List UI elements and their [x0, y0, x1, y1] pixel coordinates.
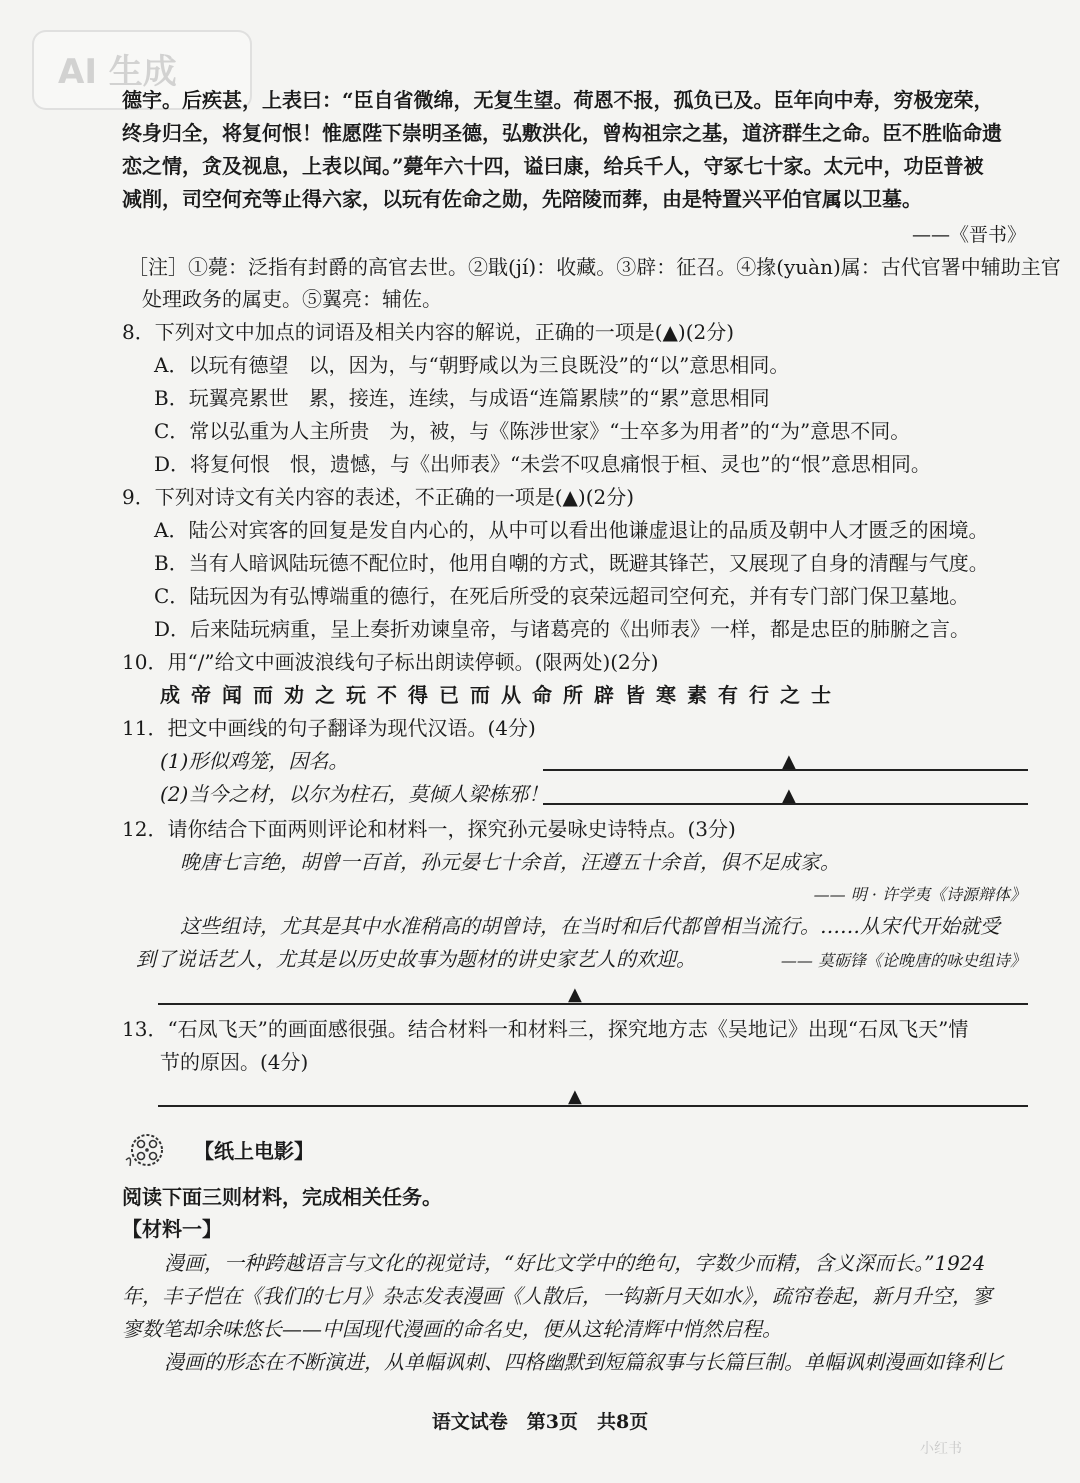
question-9-option: A．陆公对宾客的回复是发自内心的，从中可以看出他谦虚退让的品质及朝中人才匮乏的困境。 [154, 518, 989, 542]
answer-line[interactable] [158, 1003, 1028, 1005]
question-8-stem: 8．下列对文中加点的词语及相关内容的解说，正确的一项是(▲)(2分) [122, 320, 735, 344]
ai-generated-watermark: AI 生成 [32, 30, 252, 110]
question-8-option: A．以玩有德望 以，因为，与“朝野咸以为三良既没”的“以”意思相同。 [154, 353, 790, 377]
question-12-stem: 12．请你结合下面两则评论和材料一，探究孙元晏咏史诗特点。(3分) [122, 817, 736, 841]
answer-mark: ▲ [782, 751, 796, 772]
question-9-stem: 9．下列对诗文有关内容的表述，不正确的一项是(▲)(2分) [122, 485, 635, 509]
question-9-option: B．当有人暗讽陆玩德不配位时，他用自嘲的方式，既避其锋芒，又展现了自身的清醒与气度。 [154, 551, 989, 575]
question-12-quote: 到了说话艺人，尤其是以历史故事为题材的讲史家艺人的欢迎。 [136, 947, 696, 971]
section-title: 【纸上电影】 [194, 1139, 314, 1163]
question-11-item: (2)当今之材，以尔为柱石，莫倾人梁栋邪！ [160, 782, 549, 806]
question-12-quote: 这些组诗，尤其是其中水准稍高的胡曾诗，在当时和后代都曾相当流行。……从宋代开始就受 [180, 914, 1000, 938]
question-12-quote: 晚唐七言绝，胡曾一百首，孙元晏七十余首，汪遵五十余首，俱不足成家。 [180, 850, 840, 874]
material-line: 寥数笔却余味悠长——中国现代漫画的命名史，便从这轮清辉中悄然启程。 [122, 1317, 782, 1341]
question-9-option: C．陆玩因为有弘博端重的德行，在死后所受的哀荣远超司空何充，并有专门部门保卫墓地。 [154, 584, 970, 608]
question-13-stem: 节的原因。(4分) [160, 1050, 309, 1074]
answer-mark: ▲ [568, 984, 582, 1005]
material-title: 【材料一】 [122, 1217, 222, 1241]
answer-line[interactable] [158, 1105, 1028, 1107]
notes-line: ［注］①薨：泛指有封爵的高官去世。②戢(jí)：收藏。③辟：征召。④掾(yuàn)属：古代官署中辅助主官 [128, 255, 1061, 279]
passage-source: ——《晋书》 [911, 224, 1026, 246]
question-12-quote-source: —— 明 · 许学夷《诗源辩体》 [813, 885, 1026, 904]
question-8-option: D．将复何恨 恨，遗憾，与《出师表》“未尝不叹息痛恨于桓、灵也”的“恨”意思相同。 [154, 452, 931, 476]
question-8-option: B．玩翼亮累世 累，接连，连续，与成语“连篇累牍”的“累”意思相同 [154, 386, 770, 410]
passage-line: 终身归全，将复何恨！惟愿陛下崇明圣德，弘敷洪化，曾构祖宗之基，道济群生之命。臣不胜临命遗 [122, 121, 1002, 145]
answer-line[interactable] [543, 803, 1028, 805]
material-line: 漫画的形态在不断演进，从单幅讽刺、四格幽默到短篇叙事与长篇巨制。单幅讽刺漫画如锋利匕 [164, 1350, 1004, 1374]
question-9-option: D．后来陆玩病重，呈上奏折劝谏皇帝，与诸葛亮的《出师表》一样，都是忠臣的肺腑之言。 [154, 617, 971, 641]
film-reel-icon [124, 1130, 170, 1170]
page-footer: 语文试卷 第3页 共8页 [431, 1411, 649, 1433]
question-11-stem: 11．把文中画线的句子翻译为现代汉语。(4分) [122, 716, 536, 740]
question-10-stem: 10．用“/”给文中画波浪线句子标出朗读停顿。(限两处)(2分) [122, 650, 659, 674]
section-intro: 阅读下面三则材料，完成相关任务。 [122, 1185, 442, 1209]
answer-mark: ▲ [568, 1086, 582, 1107]
notes-line: 处理政务的属吏。⑤翼亮：辅佐。 [142, 287, 442, 311]
material-line: 年，丰子恺在《我们的七月》杂志发表漫画《人散后，一钩新月天如水》，疏帘卷起，新月升空，寥 [122, 1284, 992, 1308]
question-13-stem: 13．“石凤飞天”的画面感很强。结合材料一和材料三，探究地方志《吴地记》出现“石凤飞天”情 [122, 1017, 969, 1041]
answer-line[interactable] [543, 769, 1028, 771]
question-11-item: (1)形似鸡笼，因名。 [160, 749, 349, 773]
material-line: 漫画，一种跨越语言与文化的视觉诗，“好比文学中的绝句，字数少而精，含义深而长。”1924 [164, 1251, 986, 1275]
passage-line: 德宇。后疾甚，上表曰：“臣自省微绵，无复生望。荷恩不报，孤负已及。臣年向中寿，穷极宠荣， [122, 88, 994, 112]
question-8-option: C．常以弘重为人主所贵 为，被，与《陈涉世家》“士卒多为用者”的“为”意思不同。 [154, 419, 911, 443]
passage-line: 减削，司空何充等止得六家，以玩有佐命之勋，先陪陵而葬，由是特置兴平伯官属以卫墓。 [122, 187, 922, 211]
question-12-quote-source: —— 莫砺锋《论晚唐的咏史组诗》 [780, 951, 1026, 970]
platform-watermark: 小红书 [920, 1441, 962, 1457]
answer-mark: ▲ [782, 785, 796, 806]
question-10-sentence: 成帝闻而劝之玩不得已而从命所辟皆寒素有行之士 [160, 683, 842, 707]
passage-line: 恋之情，贪及视息，上表以闻。”薨年六十四，谥曰康，给兵千人，守冢七十家。太元中，功臣普被 [122, 154, 984, 178]
